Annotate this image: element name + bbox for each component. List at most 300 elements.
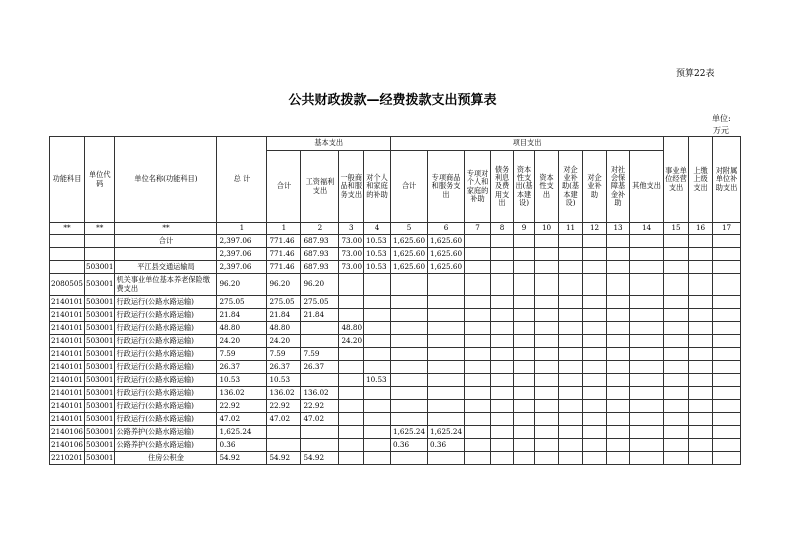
header-debt: 债务利息及费用支出 [491, 151, 514, 223]
column-index-cell: 9 [514, 223, 535, 235]
value-cell [465, 296, 491, 309]
value-cell [364, 439, 391, 452]
value-cell [713, 374, 741, 387]
value-cell [428, 309, 465, 322]
value-cell [607, 426, 630, 439]
value-cell [339, 426, 364, 439]
value-cell [713, 296, 741, 309]
value-cell [535, 261, 559, 274]
unit-name-cell: 行政运行(公路水路运输) [115, 309, 217, 322]
value-cell [630, 374, 664, 387]
value-cell [713, 348, 741, 361]
page-title: 公共财政拨款—经费拨款支出预算表 [288, 93, 497, 108]
column-index-cell: 1 [217, 223, 267, 235]
value-cell [514, 426, 535, 439]
value-cell [713, 335, 741, 348]
value-cell [583, 374, 607, 387]
value-cell [535, 248, 559, 261]
value-cell [559, 400, 583, 413]
value-cell [535, 335, 559, 348]
table-row [50, 296, 741, 309]
unit-code-cell: 503001 [85, 400, 115, 413]
value-cell [339, 400, 364, 413]
value-cell [364, 361, 391, 374]
value-cell: 1,625.60 [428, 235, 465, 248]
table-number: 预算22表 [676, 69, 715, 79]
value-cell: 2,397.06 [217, 248, 267, 261]
value-cell [607, 452, 630, 465]
value-cell [689, 361, 713, 374]
table-row [50, 452, 741, 465]
value-cell: 21.84 [217, 309, 267, 322]
value-cell [664, 400, 689, 413]
header-func-code: 功能科目 [50, 137, 85, 223]
value-cell [491, 261, 514, 274]
value-cell [514, 439, 535, 452]
value-cell [364, 335, 391, 348]
budget-table [49, 136, 741, 465]
unit-code-cell: 503001 [85, 274, 115, 296]
value-cell [535, 426, 559, 439]
column-index-cell: 5 [391, 223, 428, 235]
value-cell: 73.00 [339, 248, 364, 261]
unit-code-cell: 503001 [85, 335, 115, 348]
value-cell [689, 426, 713, 439]
value-cell [491, 439, 514, 452]
value-cell: 48.80 [217, 322, 267, 335]
unit-code-cell: 503001 [85, 309, 115, 322]
value-cell: 771.46 [267, 261, 301, 274]
value-cell [607, 335, 630, 348]
value-cell [630, 361, 664, 374]
value-cell [428, 374, 465, 387]
unit-code-cell [85, 235, 115, 248]
column-index-cell: 16 [689, 223, 713, 235]
value-cell [339, 374, 364, 387]
func-code-cell [50, 261, 85, 274]
table-body [50, 235, 741, 465]
value-cell [713, 413, 741, 426]
value-cell [491, 361, 514, 374]
value-cell [689, 261, 713, 274]
value-cell [428, 296, 465, 309]
unit-code-cell: 503001 [85, 296, 115, 309]
unit-code-cell: 503001 [85, 439, 115, 452]
column-index-cell: 6 [428, 223, 465, 235]
value-cell [465, 335, 491, 348]
value-cell [664, 248, 689, 261]
func-code-cell: 2140106 [50, 426, 85, 439]
table-row [50, 413, 741, 426]
value-cell [339, 452, 364, 465]
value-cell [491, 387, 514, 400]
column-index-cell: 13 [607, 223, 630, 235]
value-cell [559, 261, 583, 274]
value-cell [535, 361, 559, 374]
value-cell [428, 452, 465, 465]
table-row [50, 426, 741, 439]
value-cell [583, 400, 607, 413]
func-code-cell: 2140101 [50, 400, 85, 413]
value-cell [535, 439, 559, 452]
value-cell [391, 322, 428, 335]
value-cell [713, 261, 741, 274]
table-row [50, 261, 741, 274]
value-cell: 96.20 [267, 274, 301, 296]
value-cell [630, 322, 664, 335]
func-code-cell: 2210201 [50, 452, 85, 465]
unit-code-cell: 503001 [85, 348, 115, 361]
column-index-cell: 10 [535, 223, 559, 235]
value-cell: 771.46 [267, 235, 301, 248]
value-cell [583, 452, 607, 465]
value-cell [689, 235, 713, 248]
header-upper: 上缴上级支出 [689, 137, 713, 223]
value-cell [630, 452, 664, 465]
value-cell [607, 348, 630, 361]
value-cell: 22.92 [217, 400, 267, 413]
unit-code-cell: 503001 [85, 322, 115, 335]
value-cell: 21.84 [267, 309, 301, 322]
table-row [50, 400, 741, 413]
column-index-cell: 14 [630, 223, 664, 235]
value-cell [491, 348, 514, 361]
value-cell [630, 413, 664, 426]
value-cell [664, 309, 689, 322]
value-cell [339, 348, 364, 361]
value-cell [664, 361, 689, 374]
column-index-cell: 2 [301, 223, 339, 235]
value-cell [630, 309, 664, 322]
value-cell [559, 322, 583, 335]
value-cell [607, 400, 630, 413]
value-cell [465, 400, 491, 413]
value-cell [491, 426, 514, 439]
value-cell [689, 439, 713, 452]
unit-name-cell: 行政运行(公路水路运输) [115, 348, 217, 361]
value-cell [491, 274, 514, 296]
value-cell [465, 426, 491, 439]
value-cell [491, 248, 514, 261]
value-cell: 275.05 [301, 296, 339, 309]
unit-name-cell: 合计 [115, 235, 217, 248]
header-unit-code: 单位代码 [85, 137, 115, 223]
value-cell [535, 322, 559, 335]
value-cell [491, 452, 514, 465]
unit-value: 万元 [713, 126, 729, 135]
value-cell [514, 387, 535, 400]
value-cell [491, 235, 514, 248]
value-cell [689, 296, 713, 309]
value-cell [559, 361, 583, 374]
value-cell: 22.92 [301, 400, 339, 413]
value-cell [713, 400, 741, 413]
value-cell [664, 335, 689, 348]
value-cell [465, 261, 491, 274]
unit-name-cell: 公路养护(公路水路运输) [115, 426, 217, 439]
value-cell [583, 348, 607, 361]
value-cell: 96.20 [217, 274, 267, 296]
value-cell [713, 426, 741, 439]
value-cell [514, 400, 535, 413]
unit-code-cell: 503001 [85, 452, 115, 465]
value-cell [630, 296, 664, 309]
value-cell [514, 413, 535, 426]
table-row [50, 348, 741, 361]
header-operating: 事业单位经营支出 [664, 137, 689, 223]
value-cell [465, 274, 491, 296]
value-cell: 1,625.24 [217, 426, 267, 439]
value-cell [364, 348, 391, 361]
value-cell [583, 261, 607, 274]
value-cell [689, 335, 713, 348]
func-code-cell: 2140101 [50, 361, 85, 374]
column-index-cell: 3 [339, 223, 364, 235]
value-cell [535, 400, 559, 413]
value-cell [491, 413, 514, 426]
value-cell: 26.37 [301, 361, 339, 374]
value-cell [607, 322, 630, 335]
value-cell [465, 348, 491, 361]
func-code-cell: 2080505 [50, 274, 85, 296]
value-cell [465, 452, 491, 465]
value-cell [491, 296, 514, 309]
value-cell [607, 309, 630, 322]
value-cell [535, 387, 559, 400]
value-cell [689, 248, 713, 261]
value-cell [514, 322, 535, 335]
value-cell [583, 387, 607, 400]
value-cell [364, 322, 391, 335]
value-cell: 275.05 [267, 296, 301, 309]
value-cell [465, 413, 491, 426]
value-cell [514, 452, 535, 465]
value-cell [559, 374, 583, 387]
value-cell [607, 261, 630, 274]
value-cell [630, 248, 664, 261]
value-cell: 24.20 [217, 335, 267, 348]
header-other: 其他支出 [630, 151, 664, 223]
value-cell: 7.59 [217, 348, 267, 361]
header-proj-sum: 合计 [391, 151, 428, 223]
value-cell [364, 426, 391, 439]
value-cell: 1,625.24 [391, 426, 428, 439]
value-cell [514, 274, 535, 296]
func-code-cell: 2140101 [50, 335, 85, 348]
value-cell [583, 361, 607, 374]
unit-name-cell [115, 248, 217, 261]
value-cell [491, 335, 514, 348]
value-cell [607, 387, 630, 400]
value-cell [428, 322, 465, 335]
value-cell [339, 413, 364, 426]
value-cell [391, 296, 428, 309]
unit-code-cell [85, 248, 115, 261]
unit-label: 单位: [712, 114, 731, 123]
column-index-cell: 12 [583, 223, 607, 235]
value-cell [630, 400, 664, 413]
value-cell: 1,625.60 [428, 248, 465, 261]
unit-name-cell: 行政运行(公路水路运输) [115, 413, 217, 426]
column-index-cell: ** [115, 223, 217, 235]
value-cell [428, 361, 465, 374]
column-index-cell: ** [50, 223, 85, 235]
func-code-cell: 2140101 [50, 348, 85, 361]
value-cell [664, 348, 689, 361]
value-cell: 1,625.24 [428, 426, 465, 439]
value-cell [559, 309, 583, 322]
value-cell: 10.53 [364, 374, 391, 387]
value-cell [559, 248, 583, 261]
header-affiliated: 对附属单位补助支出 [713, 137, 741, 223]
value-cell [664, 387, 689, 400]
value-cell [689, 309, 713, 322]
value-cell [465, 248, 491, 261]
value-cell [301, 335, 339, 348]
value-cell [583, 274, 607, 296]
column-index-cell: 11 [559, 223, 583, 235]
value-cell [664, 261, 689, 274]
value-cell: 687.93 [301, 235, 339, 248]
table-row [50, 322, 741, 335]
unit-code-cell: 503001 [85, 413, 115, 426]
value-cell [391, 387, 428, 400]
value-cell [607, 361, 630, 374]
value-cell [713, 452, 741, 465]
value-cell: 10.53 [217, 374, 267, 387]
value-cell: 48.80 [339, 322, 364, 335]
value-cell [713, 361, 741, 374]
value-cell [514, 248, 535, 261]
value-cell [664, 296, 689, 309]
value-cell: 687.93 [301, 248, 339, 261]
value-cell [391, 374, 428, 387]
value-cell [713, 387, 741, 400]
table-row [50, 235, 741, 248]
value-cell [514, 235, 535, 248]
header-capital-infra: 资本性支出(基本建设) [514, 151, 535, 223]
value-cell [583, 248, 607, 261]
header-ent-infra: 对企业补助(基本建设) [559, 151, 583, 223]
header-proj-goods: 专项商品和服务支出 [428, 151, 465, 223]
table-row [50, 439, 741, 452]
value-cell [267, 439, 301, 452]
value-cell [689, 348, 713, 361]
value-cell [689, 322, 713, 335]
unit-code-cell: 503001 [85, 361, 115, 374]
column-index-cell: 7 [465, 223, 491, 235]
value-cell [713, 309, 741, 322]
func-code-cell: 2140101 [50, 296, 85, 309]
value-cell: 771.46 [267, 248, 301, 261]
value-cell [664, 452, 689, 465]
value-cell: 96.20 [301, 274, 339, 296]
value-cell [428, 400, 465, 413]
value-cell [428, 387, 465, 400]
unit-name-cell: 行政运行(公路水路运输) [115, 361, 217, 374]
value-cell [465, 374, 491, 387]
value-cell [630, 439, 664, 452]
unit-code-cell: 503001 [85, 426, 115, 439]
value-cell: 136.02 [267, 387, 301, 400]
column-index-cell: ** [85, 223, 115, 235]
header-capital: 资本性支出 [535, 151, 559, 223]
column-index-row [50, 223, 741, 235]
value-cell [364, 400, 391, 413]
value-cell [559, 413, 583, 426]
value-cell [428, 413, 465, 426]
value-cell [535, 309, 559, 322]
header-personal: 对个人和家庭的补助 [364, 151, 391, 223]
value-cell [607, 413, 630, 426]
header-basic-sum: 合计 [267, 151, 301, 223]
value-cell [664, 413, 689, 426]
unit-name-cell: 行政运行(公路水路运输) [115, 400, 217, 413]
value-cell [559, 387, 583, 400]
value-cell [428, 274, 465, 296]
value-cell [491, 374, 514, 387]
value-cell [607, 296, 630, 309]
value-cell [607, 235, 630, 248]
table-row [50, 361, 741, 374]
value-cell: 136.02 [217, 387, 267, 400]
value-cell [607, 274, 630, 296]
value-cell [664, 274, 689, 296]
value-cell: 22.92 [267, 400, 301, 413]
value-cell [535, 274, 559, 296]
value-cell: 687.93 [301, 261, 339, 274]
value-cell: 73.00 [339, 261, 364, 274]
value-cell: 10.53 [364, 235, 391, 248]
value-cell: 0.36 [391, 439, 428, 452]
value-cell [689, 274, 713, 296]
func-code-cell [50, 235, 85, 248]
value-cell [664, 374, 689, 387]
header-basic-group: 基本支出 [267, 137, 391, 151]
value-cell [364, 452, 391, 465]
value-cell [559, 439, 583, 452]
value-cell: 2,397.06 [217, 261, 267, 274]
value-cell [535, 235, 559, 248]
value-cell [583, 335, 607, 348]
value-cell [465, 387, 491, 400]
value-cell [364, 387, 391, 400]
header-unit-name: 单位名称(功能科目) [115, 137, 217, 223]
value-cell [339, 361, 364, 374]
value-cell [465, 235, 491, 248]
value-cell [630, 274, 664, 296]
unit-name-cell: 行政运行(公路水路运输) [115, 322, 217, 335]
column-index-cell: 17 [713, 223, 741, 235]
header-goods: 一般商品和服务支出 [339, 151, 364, 223]
header-social: 对社会保障基金补助 [607, 151, 630, 223]
value-cell [535, 348, 559, 361]
value-cell [559, 348, 583, 361]
value-cell [491, 309, 514, 322]
value-cell: 0.36 [428, 439, 465, 452]
value-cell [391, 400, 428, 413]
value-cell: 48.80 [267, 322, 301, 335]
value-cell [391, 452, 428, 465]
value-cell [664, 439, 689, 452]
value-cell [301, 426, 339, 439]
value-cell [559, 235, 583, 248]
value-cell [339, 274, 364, 296]
value-cell [364, 309, 391, 322]
value-cell [514, 296, 535, 309]
value-cell [630, 387, 664, 400]
unit-code-cell: 503001 [85, 387, 115, 400]
